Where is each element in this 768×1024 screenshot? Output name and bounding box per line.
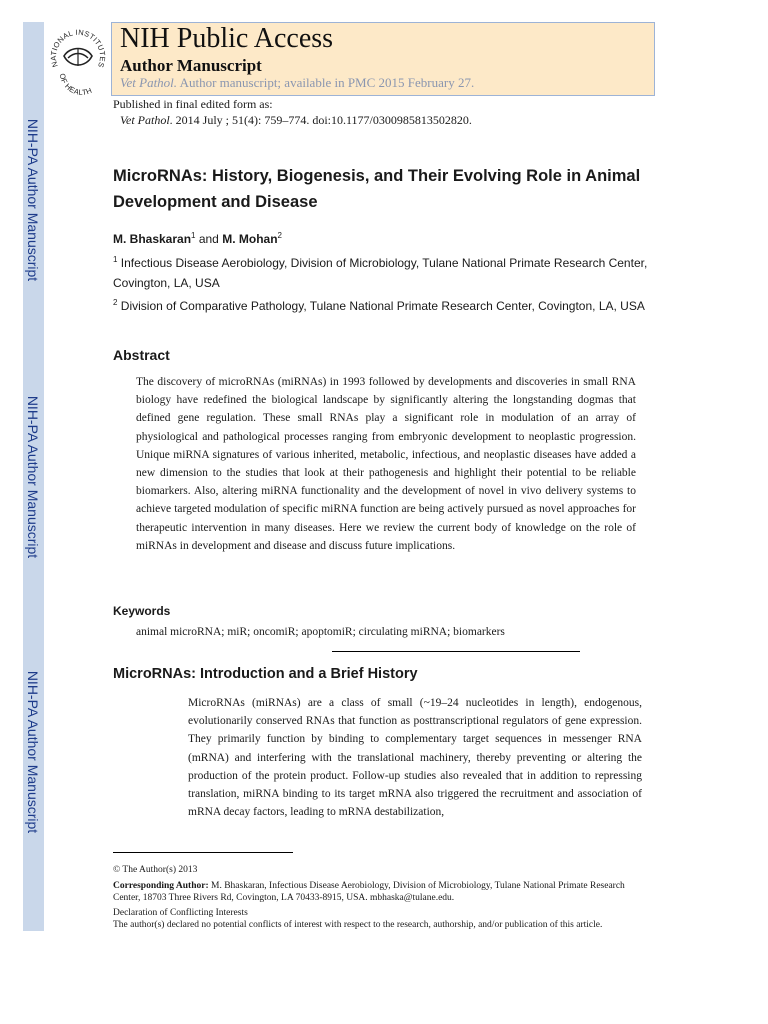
affiliation-1: $^1$ Infectious Disease Aerobiology, Division of Microbiology, Tulane National Primate Research Center, Covington, LA, USA xyxy=(113,255,648,290)
abstract-body: The discovery of microRNAs (miRNAs) in 1993 followed by developments and discoveries in small RNA biology have redefined the biological landscape by significantly altering the longstanding dogmas that defined gene regulation. These small RNAs play a significant role in modulation of an array of physiological and pathological processes ranging from embryonic development to neoplastic progression. Unique miRNA signatures of various inherited, metabolic, infectious, and neoplastic diseases have added a new dimension to the studies that look at their pathogenesis and highlight their potential to be reliable biomarkers. Also, altering miRNA functionality and the development of novel in vivo delivery systems to achieve targeted modulation of specific miRNA function are being actively pursued as novel approaches for therapeutic intervention in many diseases. Here we review the current body of knowledge on the role of miRNAs in development and disease and discuss future implications. xyxy=(136,376,636,552)
pmc-availability: Vet Pathol. Author manuscript; available in PMC 2015 February 27. xyxy=(120,75,475,90)
conflicts-statement: The author(s) declared no potential conflicts of interest with respect to the research, authorship, and/or publication of this article. xyxy=(113,920,603,930)
nih-seal-logo xyxy=(46,22,110,98)
nih-header xyxy=(111,22,655,96)
section-divider xyxy=(332,651,580,652)
keywords-list: animal microRNA; miR; oncomiR; apoptomiR; circulating miRNA; biomarkers xyxy=(136,626,505,638)
intro-body: MicroRNAs (miRNAs) are a class of small (~19–24 nucleotides in length), endogenous, evolutionarily conserved RNAs that function as posttranscriptional regulators of gene expression. They primarily function by binding to complementary target sequences in messenger RNA (mRNA) and interfering with the translational machinery, thereby preventing or altering the production of the protein product. Follow-up studies also revealed that in addition to repressing translation, miRNA binding to its target mRNA also triggered the recruitment and association of mRNA decay factors, leading to mRNA destabilization, xyxy=(188,697,642,819)
svg-text:OF HEALTH: OF HEALTH xyxy=(57,72,94,98)
published-label: Published in final edited form as: xyxy=(113,97,273,111)
author-list: M. Bhaskaran$^1$ and M. Mohan$^2$ xyxy=(113,231,282,246)
nih-public-access-title: NIH Public Access xyxy=(120,23,334,54)
affiliation-2: $^2$ Division of Comparative Pathology, Tulane National Primate Research Center, Covington, LA, USA xyxy=(113,298,645,313)
copyright-note: © The Author(s) 2013 xyxy=(113,865,198,875)
intro-heading: MicroRNAs: Introduction and a Brief History xyxy=(113,666,418,682)
corresponding-author-note: Corresponding Author: M. Bhaskaran, Infectious Disease Aerobiology, Division of Microbiology, Tulane National Primate Research Center, 18703 Three Rivers Rd, Covington, LA 70433-8915, USA. mbhaska@tulane.edu. xyxy=(113,881,625,903)
conflicts-heading: Declaration of Conflicting Interests xyxy=(113,908,248,918)
article-title: MicroRNAs: History, Biogenesis, and Their Evolving Role in Animal Development and Disease xyxy=(113,167,641,211)
citation: Vet Pathol. 2014 July ; 51(4): 759–774. doi:10.1177/0300985813502820. xyxy=(120,113,472,127)
author-manuscript-label: Author Manuscript xyxy=(120,56,262,75)
abstract-heading: Abstract xyxy=(113,347,170,363)
svg-text:NATIONAL INSTITUTES: NATIONAL INSTITUTES xyxy=(48,27,108,69)
footnote-divider xyxy=(113,852,293,853)
keywords-heading: Keywords xyxy=(113,604,171,618)
